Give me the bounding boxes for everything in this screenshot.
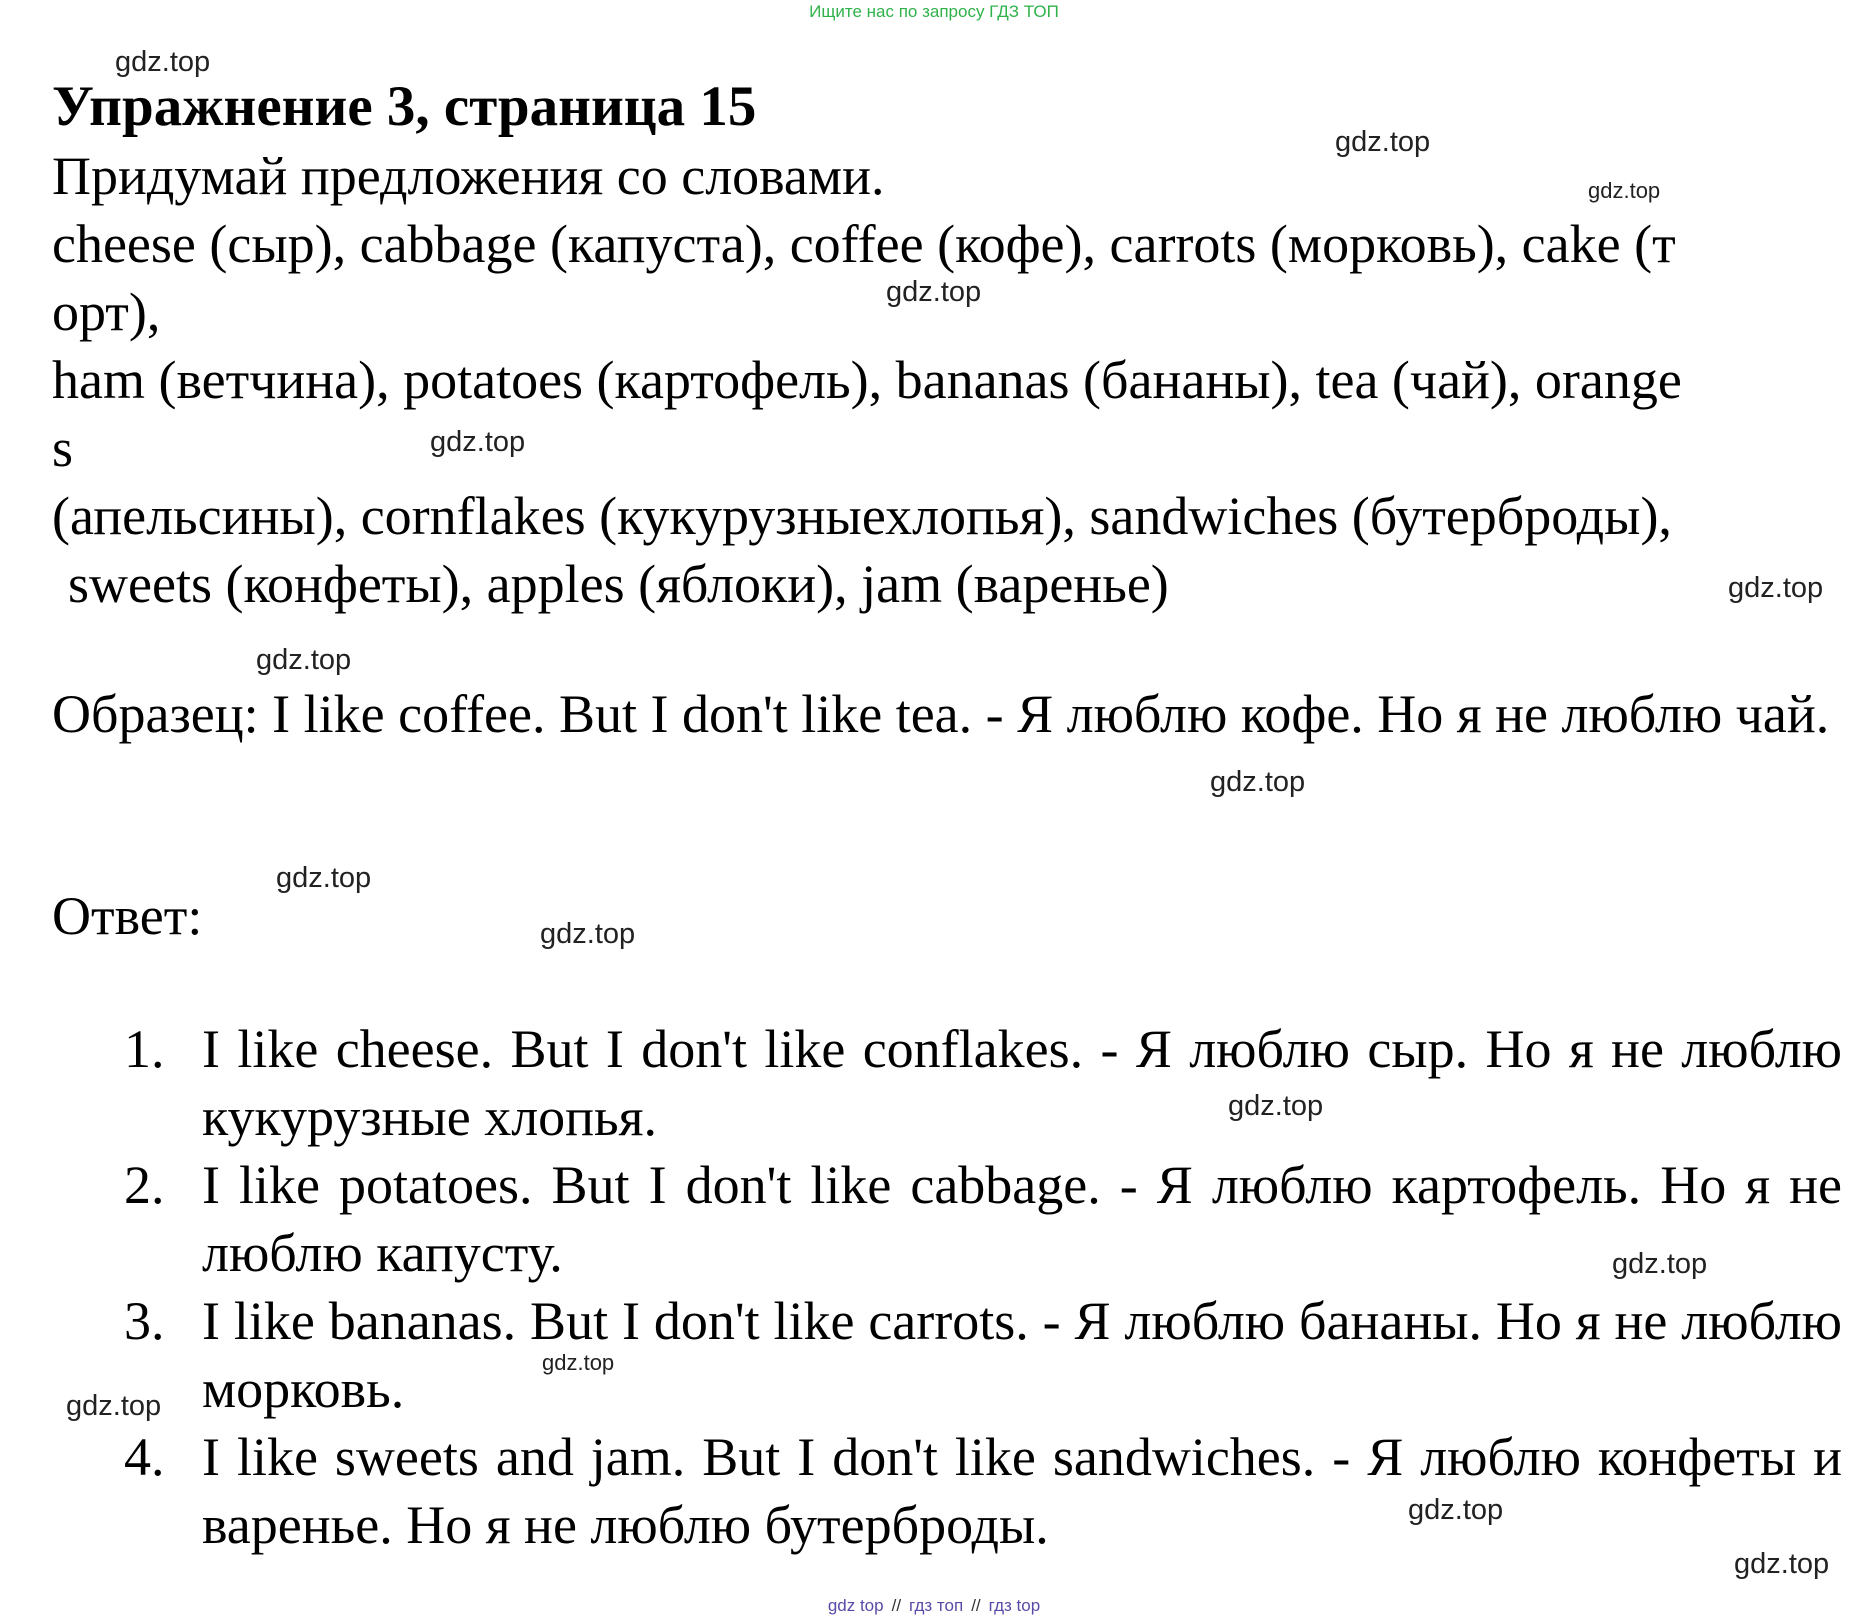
task-instruction: Придумай предложения со словами. [52, 146, 885, 206]
watermark: gdz.top [66, 1390, 162, 1422]
watermark: gdz.top [1588, 178, 1661, 203]
example-sentence: Образец: I like coffee. But I don't like tea. - Я люблю кофе. Но я не люблю чай. [52, 684, 1830, 744]
word-list-line: орт), [52, 282, 161, 342]
answer-item [52, 1015, 1842, 1151]
word-list-line: (апельсины), cornflakes (кукурузныехлопья), sandwiches (бутерброды), [52, 486, 1672, 546]
word-list-line: s [52, 418, 74, 478]
watermark: gdz.top [1734, 1548, 1830, 1580]
watermark: gdz.top [1228, 1090, 1324, 1122]
word-list-line: ham (ветчина), potatoes (картофель), bananas (бананы), tea (чай), orange [52, 350, 1682, 410]
watermark: gdz.top [256, 644, 352, 676]
answer-item [52, 1151, 1842, 1287]
watermark: gdz.top [886, 276, 982, 308]
watermark: gdz.top [115, 46, 211, 78]
answer-number: 4. [124, 1427, 165, 1487]
top-banner [0, 2, 1868, 22]
page-title: Упражнение 3, страница 15 [52, 75, 757, 138]
answer-label: Ответ: [52, 886, 203, 946]
search-hint-link[interactable]: Ищите нас по запросу ГДЗ ТОП [809, 2, 1059, 21]
footer-link[interactable]: гдз топ [909, 1596, 964, 1615]
watermark: gdz.top [1408, 1494, 1504, 1526]
answer-list [52, 1015, 1842, 1559]
answer-text: I like potatoes. But I don't like cabbage. - Я люблю картофель. Но я не люблю капусту. [202, 1155, 1842, 1283]
word-list-line: cheese (сыр), cabbage (капуста), coffee (кофе), carrots (морковь), cake (т [52, 214, 1676, 274]
answer-number: 2. [124, 1155, 165, 1215]
answer-item [52, 1423, 1842, 1559]
answer-item [52, 1287, 1842, 1423]
answer-text: I like sweets and jam. But I don't like sandwiches. - Я люблю конфеты и варенье. Но я не люблю бутерброды. [202, 1427, 1842, 1555]
watermark: gdz.top [540, 918, 636, 950]
footer-link[interactable]: gdz top [827, 1596, 884, 1615]
watermark: gdz.top [1335, 126, 1431, 158]
watermark: gdz.top [1210, 766, 1306, 798]
footer-separator: // [971, 1596, 981, 1615]
footer-separator: // [891, 1596, 902, 1615]
answer-number: 1. [124, 1019, 165, 1079]
footer-links [0, 1596, 1868, 1616]
answer-text: I like cheese. But I don't like conflakes. - Я люблю сыр. Но я не люблю кукурузные хлопья. [202, 1019, 1842, 1147]
watermark: gdz.top [276, 862, 372, 894]
watermark: gdz.top [1612, 1248, 1708, 1280]
word-list-line: sweets (конфеты), apples (яблоки), jam (варенье) [68, 554, 1169, 614]
answer-text: I like bananas. But I don't like carrots. - Я люблю бананы. Но я не люблю морковь. [202, 1291, 1842, 1419]
answer-number: 3. [124, 1291, 165, 1351]
watermark: gdz.top [430, 426, 526, 458]
footer-link[interactable]: гдз top [988, 1596, 1041, 1615]
task-block [52, 142, 1842, 618]
watermark: gdz.top [1728, 572, 1824, 604]
watermark: gdz.top [542, 1350, 615, 1375]
